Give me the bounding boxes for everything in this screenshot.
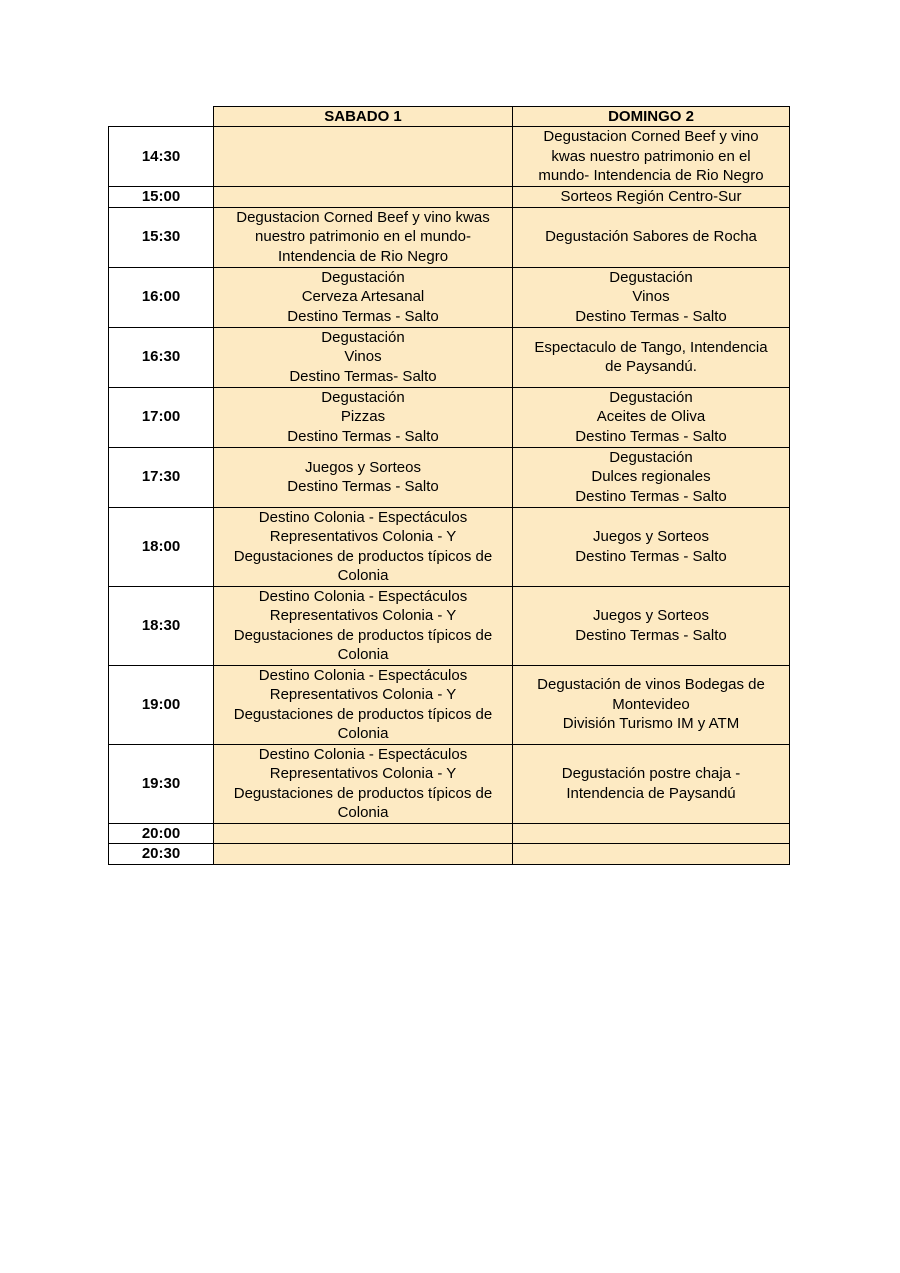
event-line: Juegos y Sorteos bbox=[593, 607, 709, 624]
event-line: Degustación de vinos Bodegas de bbox=[537, 676, 765, 694]
table-row bbox=[109, 665, 790, 744]
time-cell: 19:30 bbox=[109, 744, 214, 823]
event-line: mundo- Intendencia de Rio Negro bbox=[538, 167, 764, 185]
event-line: Destino Colonia - Espectáculos bbox=[258, 508, 468, 526]
event-line: Degustación bbox=[321, 328, 405, 346]
sunday-event-cell bbox=[513, 744, 790, 823]
table-row bbox=[109, 823, 790, 844]
table-row bbox=[109, 387, 790, 447]
event-line: División Turismo IM y ATM bbox=[562, 715, 740, 733]
time-cell: 18:00 bbox=[109, 507, 214, 586]
table-row bbox=[109, 327, 790, 387]
sunday-event-cell bbox=[513, 665, 790, 744]
event-line: Degustación bbox=[609, 448, 693, 466]
event-line: Representativos Colonia - Y bbox=[269, 686, 457, 703]
time-cell: 16:00 bbox=[109, 267, 214, 327]
event-line: Colonia bbox=[337, 725, 389, 742]
table-row bbox=[109, 267, 790, 327]
event-line: kwas nuestro patrimonio en el bbox=[551, 147, 751, 165]
sunday-event-cell bbox=[513, 447, 790, 507]
event-line: Montevideo bbox=[612, 695, 690, 713]
event-line: Degustaciones de productos típicos de bbox=[233, 547, 493, 565]
saturday-event-cell bbox=[214, 586, 513, 665]
sunday-event-cell bbox=[513, 207, 790, 267]
table-row bbox=[109, 586, 790, 665]
event-line: Destino Termas - Salto bbox=[575, 547, 727, 565]
event-line: Destino Colonia - Espectáculos bbox=[258, 745, 468, 763]
table-row bbox=[109, 507, 790, 586]
event-line: Destino Colonia - Espectáculos bbox=[258, 666, 468, 684]
event-line: Degustación bbox=[321, 268, 405, 286]
sunday-event-cell bbox=[513, 387, 790, 447]
event-line: Colonia bbox=[337, 646, 389, 663]
event-line: Colonia bbox=[337, 567, 389, 584]
saturday-event-cell bbox=[214, 127, 513, 187]
table-row bbox=[109, 447, 790, 507]
sunday-event-cell bbox=[513, 844, 790, 865]
schedule-body bbox=[109, 127, 790, 865]
time-cell: 15:00 bbox=[109, 187, 214, 208]
saturday-event-cell bbox=[214, 387, 513, 447]
time-cell: 17:00 bbox=[109, 387, 214, 447]
saturday-event-cell bbox=[214, 447, 513, 507]
corner-cell bbox=[109, 107, 214, 127]
event-line: de Paysandú. bbox=[605, 358, 697, 375]
header-row bbox=[109, 107, 790, 127]
saturday-event-cell bbox=[214, 507, 513, 586]
time-cell: 20:00 bbox=[109, 823, 214, 844]
table-row bbox=[109, 844, 790, 865]
event-line: Cerveza Artesanal bbox=[301, 288, 425, 306]
saturday-event-cell bbox=[214, 327, 513, 387]
event-line: Degustación bbox=[321, 388, 405, 406]
event-line: Intendencia de Rio Negro bbox=[277, 247, 449, 265]
event-line: Degustación bbox=[609, 388, 693, 406]
event-line: Vinos bbox=[344, 348, 382, 366]
event-line: Destino Termas- Salto bbox=[289, 367, 437, 385]
saturday-header: SABADO 1 bbox=[214, 107, 513, 127]
sunday-event-cell bbox=[513, 187, 790, 208]
event-line: Destino Termas - Salto bbox=[287, 427, 439, 445]
event-line: nuestro patrimonio en el mundo- bbox=[255, 228, 471, 246]
time-cell: 19:00 bbox=[109, 665, 214, 744]
sunday-event-cell bbox=[513, 507, 790, 586]
event-line: Colonia bbox=[337, 804, 389, 821]
event-line: Degustación postre chaja - bbox=[561, 765, 741, 782]
time-cell: 17:30 bbox=[109, 447, 214, 507]
sunday-event-cell bbox=[513, 327, 790, 387]
schedule-table bbox=[108, 106, 790, 865]
saturday-event-cell bbox=[214, 187, 513, 208]
event-line: Vinos bbox=[632, 288, 670, 306]
sunday-header: DOMINGO 2 bbox=[513, 107, 790, 127]
event-line: Representativos Colonia - Y bbox=[269, 528, 457, 545]
time-cell: 14:30 bbox=[109, 127, 214, 187]
event-line: Destino Termas - Salto bbox=[575, 626, 727, 644]
event-line: Degustaciones de productos típicos de bbox=[233, 784, 493, 802]
event-line: Destino Colonia - Espectáculos bbox=[258, 587, 468, 605]
event-line: Destino Termas - Salto bbox=[287, 307, 439, 325]
event-line: Degustaciones de productos típicos de bbox=[233, 626, 493, 644]
event-line: Juegos y Sorteos bbox=[305, 458, 421, 476]
event-line: Destino Termas - Salto bbox=[287, 478, 439, 495]
table-row bbox=[109, 127, 790, 187]
event-line: Representativos Colonia - Y bbox=[269, 607, 457, 624]
sunday-event-cell bbox=[513, 586, 790, 665]
event-line: Representativos Colonia - Y bbox=[269, 765, 457, 782]
saturday-event-cell bbox=[214, 267, 513, 327]
saturday-event-cell bbox=[214, 823, 513, 844]
sunday-event-cell bbox=[513, 823, 790, 844]
saturday-event-cell bbox=[214, 665, 513, 744]
event-line: Degustacion Corned Beef y vino kwas bbox=[236, 208, 490, 226]
saturday-event-cell bbox=[214, 744, 513, 823]
saturday-event-cell bbox=[214, 844, 513, 865]
event-line: Pizzas bbox=[340, 408, 386, 426]
event-line: Degustación bbox=[609, 268, 693, 286]
event-line: Destino Termas - Salto bbox=[575, 487, 727, 505]
event-line: Espectaculo de Tango, Intendencia bbox=[534, 338, 768, 356]
event-line: Intendencia de Paysandú bbox=[566, 784, 736, 802]
time-cell: 18:30 bbox=[109, 586, 214, 665]
saturday-event-cell bbox=[214, 207, 513, 267]
event-line: Degustacion Corned Beef y vino bbox=[543, 128, 759, 146]
sunday-event-cell bbox=[513, 267, 790, 327]
table-row bbox=[109, 207, 790, 267]
time-cell: 16:30 bbox=[109, 327, 214, 387]
event-line: Degustaciones de productos típicos de bbox=[233, 705, 493, 723]
event-line: Juegos y Sorteos bbox=[593, 528, 709, 545]
event-line: Destino Termas - Salto bbox=[575, 307, 727, 325]
event-line: Degustación Sabores de Rocha bbox=[545, 228, 757, 246]
event-line: Aceites de Oliva bbox=[596, 408, 706, 426]
table-row bbox=[109, 744, 790, 823]
event-line: Destino Termas - Salto bbox=[575, 427, 727, 445]
time-cell: 15:30 bbox=[109, 207, 214, 267]
event-line: Dulces regionales bbox=[591, 468, 711, 486]
time-cell: 20:30 bbox=[109, 844, 214, 865]
sunday-event-cell bbox=[513, 127, 790, 187]
event-line: Sorteos Región Centro-Sur bbox=[560, 188, 742, 205]
table-row bbox=[109, 187, 790, 208]
